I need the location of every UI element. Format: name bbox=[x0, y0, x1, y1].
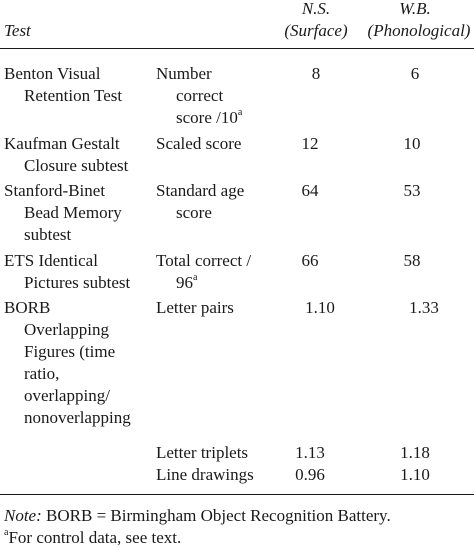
row-line-drawings-wb: 1.10 bbox=[400, 465, 430, 484]
row-ets-ns: 66 bbox=[301, 251, 319, 270]
header-wb-line1: W.B. bbox=[399, 0, 431, 18]
row-stanford-measure-l2: score bbox=[176, 203, 212, 222]
table-footnote bbox=[4, 527, 181, 549]
row-kaufman-wb: 10 bbox=[403, 134, 421, 153]
row-kaufman-test-l1: Kaufman Gestalt bbox=[4, 134, 120, 153]
row-ets-measure-l2-text: 96 bbox=[176, 273, 193, 292]
table-note bbox=[4, 505, 391, 527]
row-borb-test-l5: overlapping/ bbox=[24, 386, 110, 405]
row-ets-measure-l1: Total correct / bbox=[156, 251, 252, 270]
row-benton-measure-l3-text: score /10 bbox=[176, 108, 238, 127]
row-line-drawings-ns: 0.96 bbox=[295, 465, 325, 484]
header-rule bbox=[0, 48, 474, 49]
note-label: Note: bbox=[4, 506, 42, 525]
header-wb-line2: (Phonological) bbox=[367, 21, 471, 40]
row-benton-test-l2: Retention Test bbox=[24, 86, 123, 105]
footnote-text: For control data, see text. bbox=[8, 528, 182, 547]
row-ets-test-l1: ETS Identical bbox=[4, 251, 98, 270]
row-kaufman-measure-l1: Scaled score bbox=[156, 134, 242, 153]
row-borb-test-l4: ratio, bbox=[24, 364, 60, 383]
row-stanford-ns: 64 bbox=[301, 181, 319, 200]
row-kaufman-ns: 12 bbox=[301, 134, 319, 153]
row-ets-wb: 58 bbox=[403, 251, 421, 270]
row-borb-test-l1: BORB bbox=[4, 298, 51, 317]
row-borb-test-l3: Figures (time bbox=[24, 342, 116, 361]
row-ets-test-l2: Pictures subtest bbox=[24, 273, 131, 292]
row-benton-measure-l3 bbox=[176, 107, 242, 129]
row-borb-ns: 1.10 bbox=[305, 298, 335, 317]
row-triplets-wb: 1.18 bbox=[400, 443, 430, 462]
row-borb-test-l2: Overlapping bbox=[24, 320, 109, 339]
header-test: Test bbox=[4, 21, 31, 40]
note-text: BORB = Birmingham Object Recognition Battery. bbox=[41, 506, 391, 525]
row-benton-ns: 8 bbox=[311, 64, 321, 83]
row-benton-measure-l2: correct bbox=[176, 86, 224, 105]
row-stanford-test-l1: Stanford-Binet bbox=[4, 181, 106, 200]
row-stanford-measure-l1: Standard age bbox=[156, 181, 245, 200]
row-benton-measure-l1: Number bbox=[156, 64, 212, 83]
table-bottom-rule bbox=[0, 494, 474, 495]
row-ets-measure-l2 bbox=[176, 272, 197, 294]
row-benton-wb: 6 bbox=[410, 64, 420, 83]
row-triplets-measure-l1: Letter triplets bbox=[156, 443, 249, 462]
header-ns-line2: (Surface) bbox=[284, 21, 348, 40]
row-stanford-test-l3: subtest bbox=[24, 225, 72, 244]
footnote-a-mark: a bbox=[193, 272, 198, 284]
row-borb-wb: 1.33 bbox=[409, 298, 439, 317]
row-benton-test-l1: Benton Visual bbox=[4, 64, 101, 83]
footnote-a-mark: a bbox=[237, 107, 243, 119]
row-kaufman-test-l2: Closure subtest bbox=[24, 156, 129, 175]
row-borb-test-l6: nonoverlapping bbox=[24, 408, 131, 427]
row-triplets-ns: 1.13 bbox=[295, 443, 325, 462]
footnote-a-mark: a bbox=[4, 527, 9, 539]
row-stanford-test-l2: Bead Memory bbox=[24, 203, 122, 222]
row-borb-measure-l1: Letter pairs bbox=[156, 298, 234, 317]
header-ns-line1: N.S. bbox=[301, 0, 331, 18]
row-stanford-wb: 53 bbox=[403, 181, 421, 200]
row-line-drawings-measure-l1: Line drawings bbox=[156, 465, 254, 484]
